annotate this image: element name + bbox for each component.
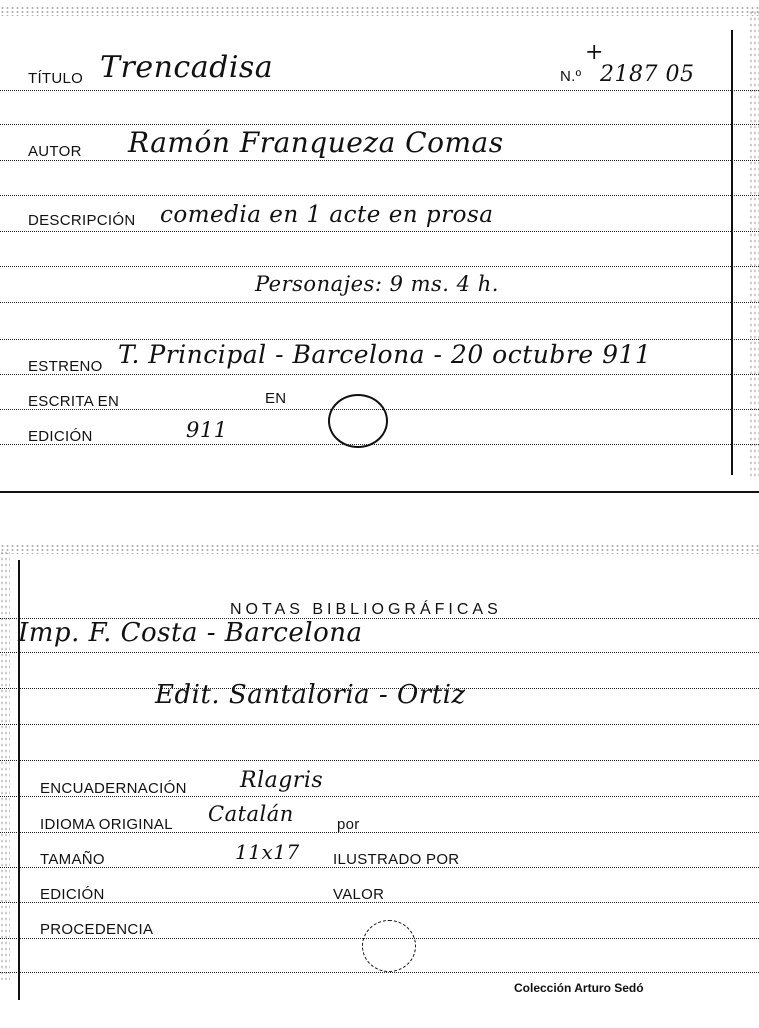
illustrated-by-label: ILUSTRADO POR — [333, 851, 460, 868]
premiere-label: ESTRENO — [28, 358, 103, 375]
binding-value: Rlagris — [240, 768, 324, 793]
description-label: DESCRIPCIÓN — [28, 212, 136, 229]
note-line-1: Imp. F. Costa - Barcelona — [18, 618, 363, 648]
original-language-label: IDIOMA ORIGINAL — [40, 816, 173, 833]
title-value: Trencadisa — [100, 50, 274, 85]
written-in-label: ESCRITA EN — [28, 393, 120, 410]
form-rule — [0, 760, 759, 761]
catalog-card-back — [0, 540, 759, 1028]
original-language-value: Catalán — [208, 802, 294, 826]
edition-value: 911 — [186, 418, 228, 442]
edition-label: EDICIÓN — [28, 428, 93, 445]
description-value: comedia en 1 acte en prosa — [160, 202, 494, 228]
collection-credit: Colección Arturo Sedó — [514, 981, 644, 995]
stamp-circle — [362, 920, 416, 972]
en-label: EN — [265, 390, 287, 407]
edition-label: EDICIÓN — [40, 886, 105, 903]
bibliographic-notes-heading: NOTAS BIBLIOGRÁFICAS — [230, 601, 502, 618]
title-label: TÍTULO — [28, 70, 84, 87]
characters-value: Personajes: 9 ms. 4 h. — [255, 272, 499, 296]
form-rule — [0, 160, 759, 161]
catalog-card-front — [0, 0, 759, 492]
scan-edge-noise — [0, 544, 759, 554]
form-rule — [0, 444, 759, 445]
form-rule — [0, 374, 759, 375]
stamp-circle — [328, 394, 388, 448]
by-label: por — [337, 816, 360, 833]
form-rule — [0, 195, 759, 196]
number-label: N.º — [560, 68, 582, 85]
form-rule — [0, 972, 759, 973]
author-value: Ramón Franqueza Comas — [128, 126, 504, 159]
number-mark: + — [585, 40, 604, 65]
scan-edge-noise — [0, 6, 759, 16]
form-rule — [0, 652, 759, 653]
form-rule — [0, 90, 759, 91]
premiere-value: T. Principal - Barcelona - 20 octubre 911 — [118, 340, 652, 369]
author-label: AUTOR — [28, 143, 82, 160]
size-value: 11x17 — [235, 840, 300, 864]
form-rule — [0, 302, 759, 303]
form-rule — [0, 266, 759, 267]
provenance-label: PROCEDENCIA — [40, 921, 154, 938]
scan-edge-noise — [0, 550, 10, 980]
form-rule — [0, 724, 759, 725]
form-rule — [0, 231, 759, 232]
number-value: 2187 05 — [600, 62, 695, 87]
size-label: TAMAÑO — [40, 851, 105, 868]
note-line-2: Edit. Santaloria - Ortiz — [155, 680, 466, 710]
card-bottom-edge — [0, 491, 759, 493]
value-label: VALOR — [333, 886, 385, 903]
binding-label: ENCUADERNACIÓN — [40, 780, 187, 797]
form-rule — [0, 124, 759, 125]
